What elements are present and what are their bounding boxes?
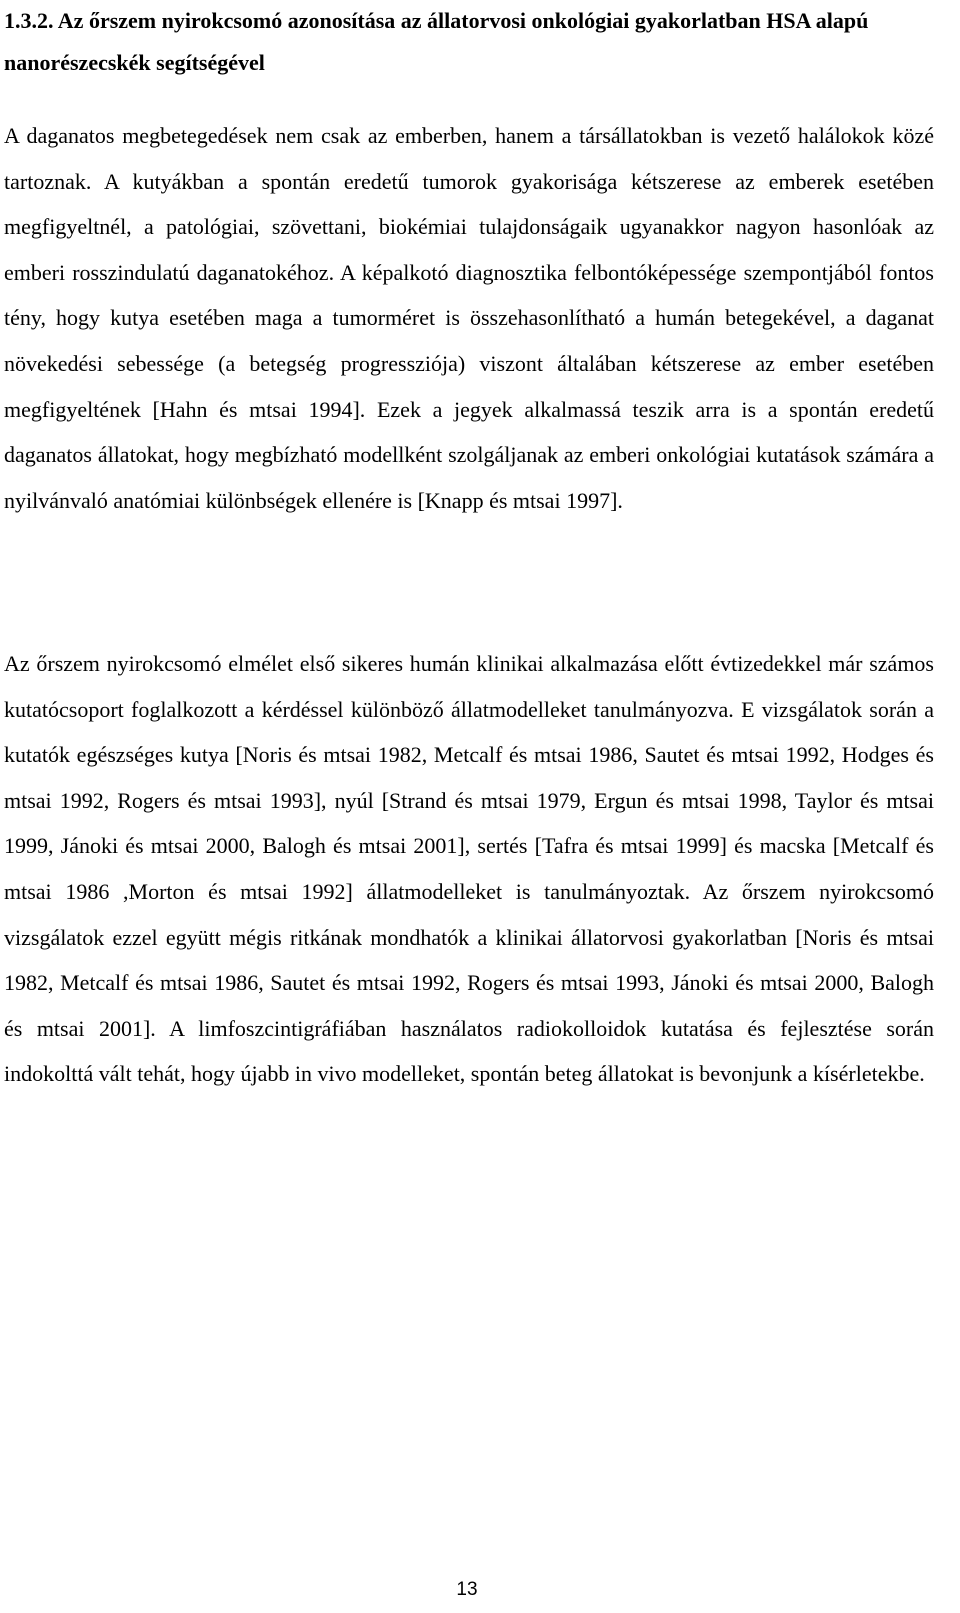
body-paragraph: Az őrszem nyirokcsomó elmélet első sikeres humán klinikai alkalmazása előtt évtizedekkel már számos kutatócsoport foglalkozott a kérdéssel különböző állatmodelleket tanulmányozva. E vizsgálatok során a kutatók egészséges kutya [Noris és mtsai 1982, Metcalf és mtsai 1986, Sautet és mtsai 1992, Hodges és mtsai 1992, Rogers és mtsai 1993], nyúl [Strand és mtsai 1979, Ergun és mtsai 1998, Taylor és mtsai 1999, Jánoki és mtsai 2000, Balogh és mtsai 2001], sertés [Tafra és mtsai 1999] és macska [Metcalf és mtsai 1986 ,Morton és mtsai 1992] állatmodelleket is tanulmányoztak. Az őrszem nyirokcsomó vizsgálatok ezzel együtt mégis ritkának mondhatók a klinikai állatorvosi gyakorlatban [Noris és mtsai 1982, Metcalf és mtsai 1986, Sautet és mtsai 1992, Rogers és mtsai 1993, Jánoki és mtsai 2000, Balogh és mtsai 2001]. A limfoszcintigráfiában használatos radiokolloidok kutatása és fejlesztése során indokolttá vált tehát, hogy újabb in vivo modelleket, spontán beteg állatokat is bevonjunk a kísérletekbe. bbox=[4, 651, 934, 1087]
page-number: 13 bbox=[456, 1579, 478, 1600]
body-paragraph: A daganatos megbetegedések nem csak az emberben, hanem a társállatokban is vezető halálokok közé tartoznak. A kutyákban a spontán eredetű tumorok gyakorisága kétszerese az emberek esetében megfigyeltnél, a patológiai, szövettani, biokémiai tulajdonságaik ugyanakkor nagyon hasonlóak az emberi rosszindulatú daganatokéhoz. A képalkotó diagnosztika felbontóképessége szempontjából fontos tény, hogy kutya esetében maga a tumorméret is összehasonlítható a humán betegekével, a daganat növekedési sebessége (a betegség progressziója) viszont általában kétszerese az ember esetében megfigyeltének [Hahn és mtsai 1994]. Ezek a jegyek alkalmassá teszik arra is a spontán eredetű daganatos állatokat, hogy megbízható modellként szolgáljanak az emberi onkológiai kutatások számára a nyilvánvaló anatómiai különbségek ellenére is [Knapp és mtsai 1997]. bbox=[4, 123, 934, 513]
section-heading: 1.3.2. Az őrszem nyirokcsomó azonosítása az állatorvosi onkológiai gyakorlatban HSA alapú nanorészecskék segítségével bbox=[4, 8, 869, 75]
